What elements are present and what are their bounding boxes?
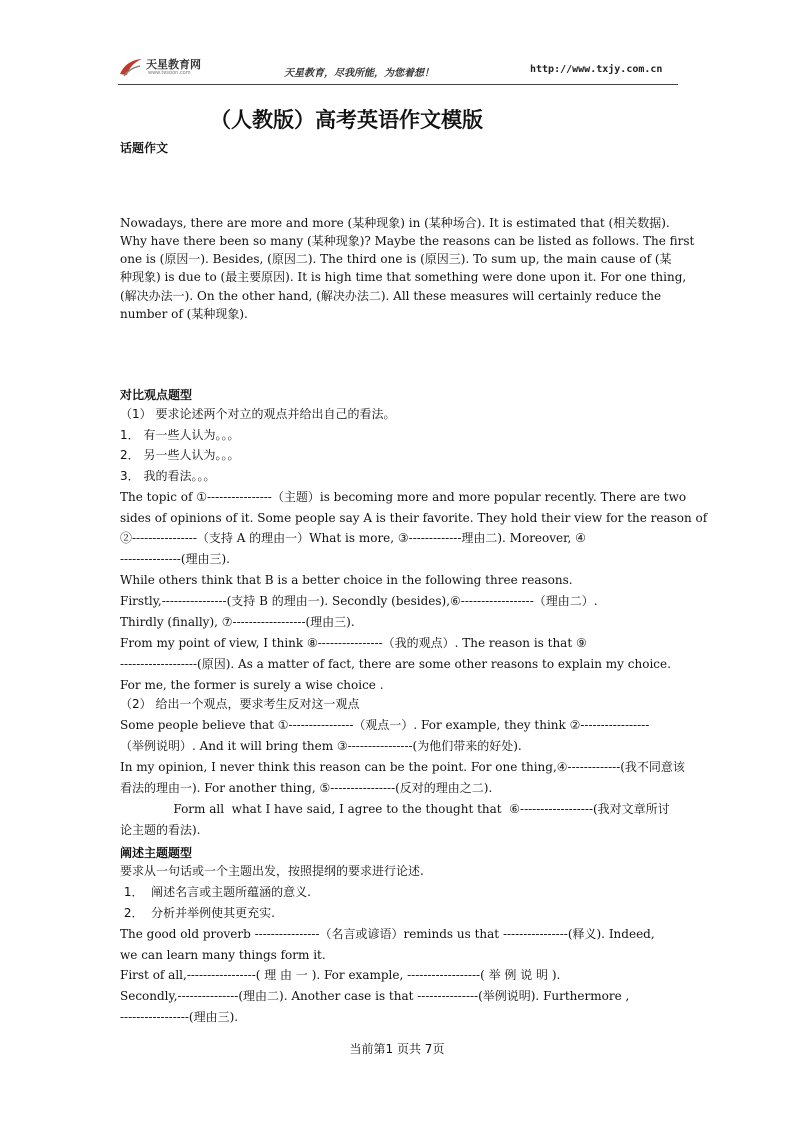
- contrast-line: sides of opinions of it. Some people say A is their favorite. They hold their view for the reason of: [120, 511, 708, 525]
- section-heading-theme: 阐述主题题型: [120, 846, 193, 860]
- contrast-line: Thirdly (finally), ⑦------------------(理由三).: [120, 615, 355, 629]
- topic-line: number of (某种现象).: [120, 307, 248, 321]
- theme-line: The good old proverb ----------------（名言或谚语）reminds us that ----------------(释义). Indeed,: [120, 927, 655, 941]
- logo-text: 天星教育网: [146, 58, 201, 71]
- theme-line: Secondly,---------------(理由二). Another case is that ---------------(举例说明). Furthermore ,: [120, 989, 630, 1003]
- contrast-line: ---------------(理由三).: [120, 552, 230, 566]
- contrast-line: 2． 另一些人认为。。。: [120, 448, 240, 462]
- theme-line: 2． 分析并举例使其更充实.: [120, 906, 275, 920]
- contrast-line: ②----------------（支持 A 的理由一）What is more, ③-------------理由二). Moreover, ④: [120, 531, 586, 545]
- header-url[interactable]: http://www.txjy.com.cn: [530, 64, 663, 75]
- topic-line: Why have there been so many (某种现象)? Maybe the reasons can be listed as follows. The first: [120, 234, 695, 248]
- page-footer: 当前第1 页共 7页: [349, 1042, 445, 1056]
- contrast-line: In my opinion, I never think this reason can be the point. For one thing,④-------------(我不同意该: [120, 760, 685, 774]
- header-slogan: 天星教育，尽我所能，为您着想！: [284, 68, 434, 79]
- contrast-line: For me, the former is surely a wise choice .: [120, 678, 384, 692]
- logo-swoosh-icon: [118, 56, 144, 78]
- contrast-line: （2） 给出一个观点，要求考生反对这一观点: [120, 697, 360, 711]
- page-header: [118, 54, 678, 84]
- contrast-line: 看法的理由一). For another thing, ⑤----------------(反对的理由之二).: [120, 781, 493, 795]
- header-divider: [118, 84, 678, 85]
- contrast-line: From my point of view, I think ⑧----------------（我的观点）. The reason is that ⑨: [120, 636, 587, 650]
- contrast-line: 3． 我的看法。。。: [120, 469, 216, 483]
- contrast-line: （举例说明）. And it will bring them ③----------------(为他们带来的好处).: [120, 739, 522, 753]
- logo: [118, 54, 213, 80]
- topic-line: one is (原因一). Besides, (原因二). The third one is (原因三). To sum up, the main cause of (某: [120, 252, 672, 266]
- contrast-line: The topic of ①----------------（主题）is becoming more and more popular recently. There are two: [120, 490, 687, 504]
- topic-line: Nowadays, there are more and more (某种现象) in (某种场合). It is estimated that (相关数据).: [120, 216, 670, 230]
- contrast-line: 1． 有一些人认为。。。: [120, 428, 240, 442]
- theme-line: First of all,-----------------( 理 由 一 ). For example, ------------------( 举 例 说 明 ).: [120, 968, 561, 982]
- theme-line: 1． 阐述名言或主题所蕴涵的意义.: [120, 885, 311, 899]
- contrast-line: 论主题的看法).: [120, 823, 201, 837]
- contrast-line: Firstly,----------------(支持 B 的理由一). Secondly (besides),⑥------------------（理由二）.: [120, 594, 598, 608]
- contrast-line: While others think that B is a better choice in the following three reasons.: [120, 573, 573, 587]
- contrast-line: Some people believe that ①----------------（观点一）. For example, they think ②-----------------: [120, 718, 650, 732]
- section-heading-contrast: 对比观点题型: [120, 388, 193, 402]
- theme-line: 要求从一句话或一个主题出发，按照提纲的要求进行论述.: [120, 864, 424, 878]
- contrast-line: -------------------(原因). As a matter of fact, there are some other reasons to explain my choice.: [120, 657, 671, 671]
- theme-line: -----------------(理由三).: [120, 1010, 239, 1024]
- contrast-line: Form all what I have said, I agree to the thought that ⑥------------------(我对文章所讨: [120, 802, 670, 816]
- theme-line: we can learn many things form it.: [120, 948, 326, 962]
- topic-line: 种现象) is due to (最主要原因). It is high time that something were done upon it. For one thing,: [120, 270, 687, 284]
- contrast-line: （1） 要求论述两个对立的观点并给出自己的看法。: [120, 407, 396, 421]
- document-title: （人教版）高考英语作文模版: [210, 108, 483, 132]
- topic-line: (解决办法一). On the other hand, (解决办法二). All these measures will certainly reduce the: [120, 289, 662, 303]
- logo-subtext: www.tesoon.com: [148, 70, 191, 76]
- section-heading-topic: 话题作文: [120, 141, 169, 155]
